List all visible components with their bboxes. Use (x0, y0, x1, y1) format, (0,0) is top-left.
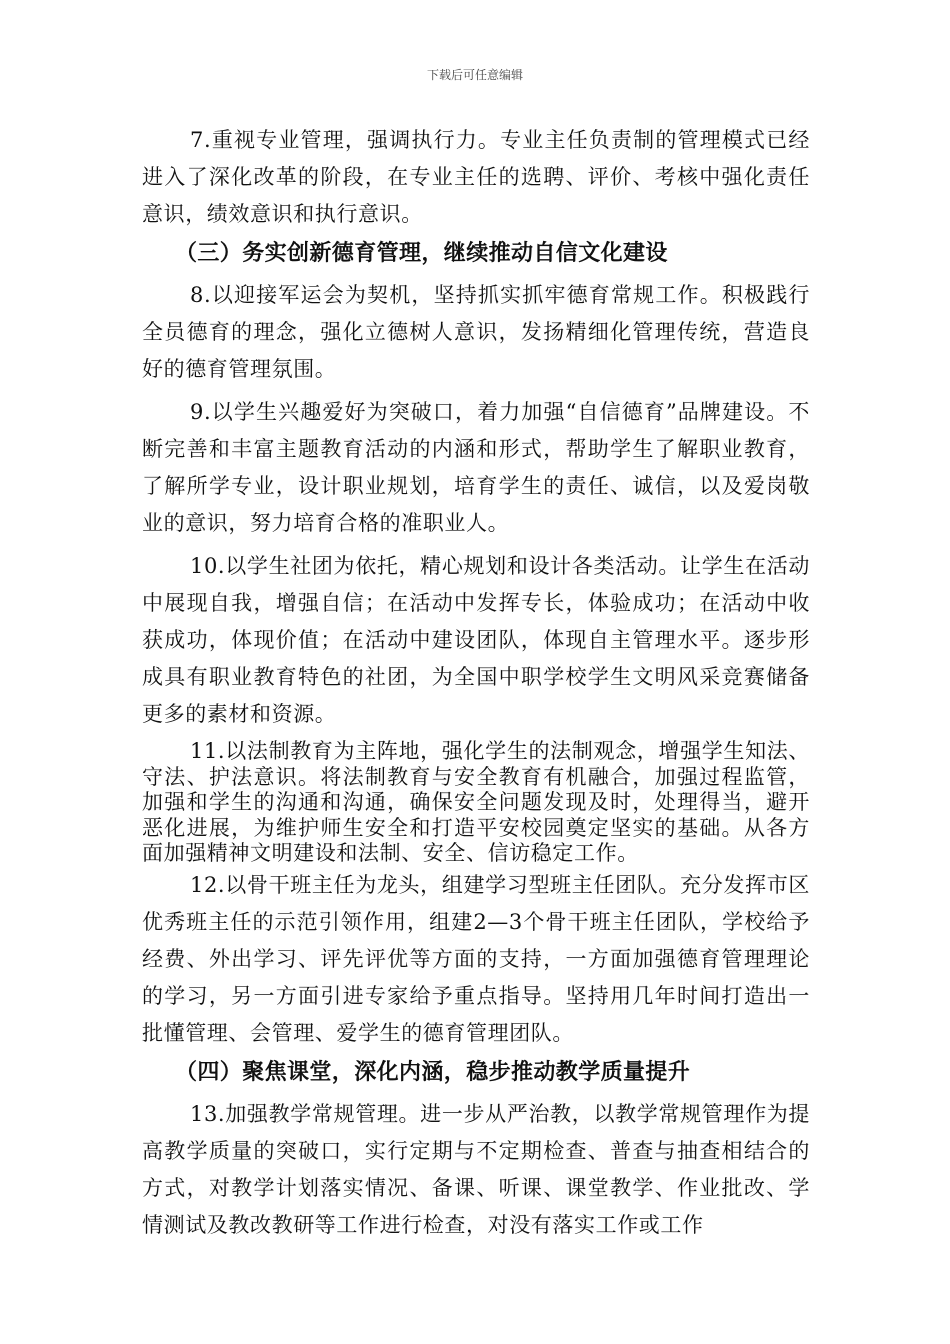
paragraph-7: 7.重视专业管理，强调执行力。专业主任负责制的管理模式已经进入了深化改革的阶段，在专业主任的选聘、评价、考核中强化责任意识，绩效意识和执行意识。 (142, 128, 810, 226)
paragraph-8: 8.以迎接军运会为契机，坚持抓实抓牢德育常规工作。积极践行全员德育的理念，强化立德树人意识，发扬精细化管理传统，营造良好的德育管理氛围。 (142, 283, 810, 381)
section-heading-3: （三）务实创新德育管理，继续推动自信文化建设 (175, 241, 668, 266)
paragraph-12: 12.以骨干班主任为龙头，组建学习型班主任团队。充分发挥市区优秀班主任的示范引领作用，组建2—3个骨干班主任团队，学校给予经费、外出学习、评先评优等方面的支持，一方面加强德育管理理论的学习，另一方面引进专家给予重点指导。坚持用几年时间打造出一批懂管理、会管理、爱学生的德育管理团队。 (142, 872, 810, 1045)
paragraph-9: 9.以学生兴趣爱好为突破口，着力加强“自信德育”品牌建设。不断完善和丰富主题教育活动的内涵和形式，帮助学生了解职业教育，了解所学专业，设计职业规划，培育学生的责任、诚信，以及爱岗敬业的意识，努力培育合格的准职业人。 (142, 400, 810, 535)
section-heading-4: （四）聚焦课堂，深化内涵，稳步推动教学质量提升 (175, 1059, 691, 1085)
document-body (142, 122, 810, 1244)
header-watermark: 下载后可任意编辑 (426, 68, 523, 82)
paragraph-11: 11.以法制教育为主阵地，强化学生的法制观念，增强学生知法、守法、护法意识。将法制教育与安全教育有机融合，加强过程监管，加强和学生的沟通和沟通，确保安全问题发现及时，处理得当，避开恶化进展，为维护师生安全和打造平安校园奠定坚实的基础。从各方面加强精神文明建设和法制、安全、信访稳定工作。 (142, 739, 810, 865)
paragraph-13: 13.加强教学常规管理。进一步从严治教，以教学常规管理作为提高教学质量的突破口，实行定期与不定期检查、普查与抽查相结合的方式，对教学计划落实情况、备课、听课、课堂教学、作业批改、学情测试及教改教研等工作进行检查，对没有落实工作或工作 (142, 1101, 810, 1237)
paragraph-10: 10.以学生社团为依托，精心规划和设计各类活动。让学生在活动中展现自我，增强自信；在活动中发挥专长，体验成功；在活动中收获成功，体现价值；在活动中建设团队，体现自主管理水平。逐步形成具有职业教育特色的社团，为全国中职学校学生文明风采竞赛储备更多的素材和资源。 (142, 554, 810, 726)
